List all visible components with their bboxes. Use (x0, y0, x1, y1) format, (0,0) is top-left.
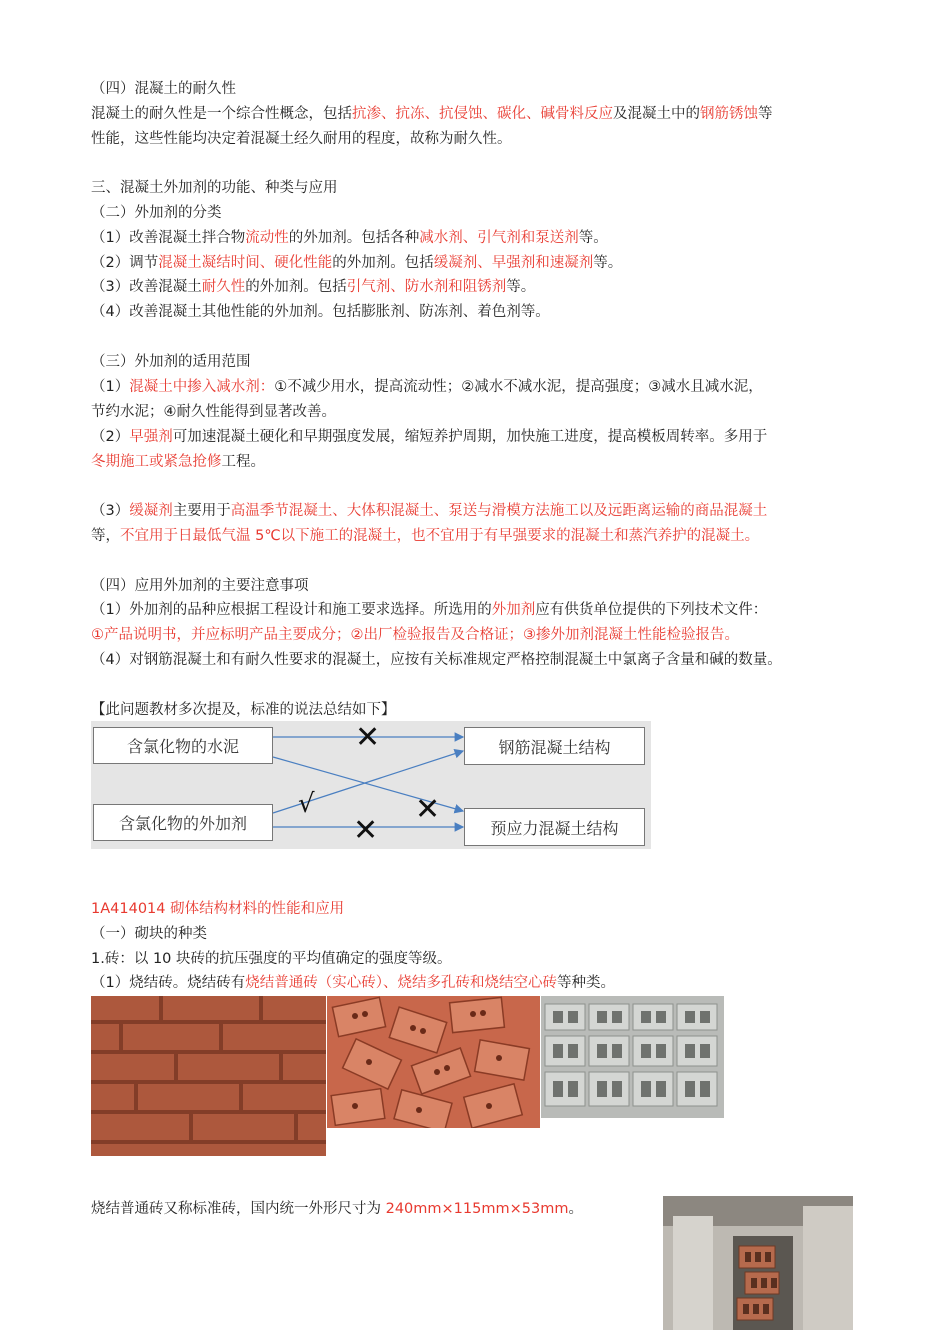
classification-item-4: （4）改善混凝土其他性能的外加剂。包括膨胀剂、防冻剂、着色剂等。 (91, 304, 550, 320)
subheading-block-types: （一）砌块的种类 (91, 926, 207, 942)
scope-item-2-cont: 冬期施工或紧急抢修工程。 (91, 454, 265, 470)
box-chloride-admixture: 含氯化物的外加剂 (93, 804, 273, 841)
cross-mark-admix-pc: ✕ (353, 813, 379, 848)
scope-item-3-cont: 等，不宜用于日最低气温 5℃以下施工的混凝土，也不宜用于有早强要求的混凝土和蒸汽养护的混凝土。 (91, 528, 760, 544)
brick-strength-text: 1.砖：以 10 块砖的抗压强度的平均值确定的强度等级。 (91, 951, 452, 967)
notes-item-1-docs: ①产品说明书，并应标明产品主要成分；②出厂检验报告及合格证；③掺外加剂混凝土性能检验报告。 (91, 627, 739, 643)
scope-item-1: （1）混凝土中掺入减水剂：①不减少用水，提高流动性；②减水不减水泥，提高强度；③减水且减水泥， (91, 379, 763, 395)
paragraph-durability-1: 混凝土的耐久性是一个综合性概念，包括抗渗、抗冻、抗侵蚀、碳化、碱骨料反应及混凝土中的钢筋锈蚀等 (91, 106, 773, 122)
chloride-diagram (91, 721, 651, 849)
notes-item-1: （1）外加剂的品种应根据工程设计和施工要求选择。所选用的外加剂应有供货单位提供的下列技术文件： (91, 602, 768, 618)
subheading-notes: （四）应用外加剂的主要注意事项 (91, 578, 309, 594)
box-reinforced-concrete: 钢筋混凝土结构 (464, 727, 645, 765)
fired-brick-text: （1）烧结砖。烧结砖有烧结普通砖（实心砖）、烧结多孔砖和烧结空心砖等种类。 (91, 975, 615, 991)
scope-item-3: （3）缓凝剂主要用于高温季节混凝土、大体积混凝土、泵送与滑模方法施工以及远距离运输的商品混凝土 (91, 503, 768, 519)
diagram-caption: 【此问题教材多次提及，标准的说法总结如下】 (91, 702, 396, 718)
box-prestressed-concrete: 预应力混凝土结构 (464, 808, 645, 846)
solid-brick-pattern (91, 996, 326, 1156)
heading-durability: （四）混凝土的耐久性 (91, 81, 236, 97)
paragraph-durability-2: 性能，这些性能均决定着混凝土经久耐用的程度，故称为耐久性。 (91, 131, 512, 147)
classification-item-3: （3）改善混凝土耐久性的外加剂。包括引气剂、防水剂和阻锈剂等。 (91, 279, 536, 295)
heading-admixture: 三、混凝土外加剂的功能、种类与应用 (91, 180, 338, 196)
cross-mark-cement-rc: ✕ (355, 720, 381, 755)
classification-item-1: （1）改善混凝土拌合物流动性的外加剂。包括各种减水剂、引气剂和泵送剂等。 (91, 230, 608, 246)
subheading-classification: （二）外加剂的分类 (91, 205, 222, 221)
notes-item-4: （4）对钢筋混凝土和有耐久性要求的混凝土，应按有关标准规定严格控制混凝土中氯离子含量和碱的数量。 (91, 652, 782, 668)
cross-mark-cement-pc: ✕ (415, 792, 441, 827)
site-wall-photo (663, 1196, 853, 1330)
scope-item-1-cont: 节约水泥；④耐久性能得到显著改善。 (91, 404, 336, 420)
solid-brick-photo (91, 996, 326, 1156)
section-code-masonry: 1A414014 砌体结构材料的性能和应用 (91, 901, 345, 917)
standard-brick-size-text: 烧结普通砖又称标准砖，国内统一外形尺寸为 240mm×115mm×53mm。 (91, 1201, 583, 1217)
hollow-brick-photo (541, 996, 724, 1118)
hollow-block-pattern (541, 996, 724, 1118)
scope-item-2: （2）早强剂可加速混凝土硬化和早期强度发展，缩短养护周期，加快施工进度，提高模板周转率。多用于 (91, 429, 768, 445)
site-wall-pattern (663, 1196, 853, 1330)
perforated-brick-pattern (327, 996, 540, 1128)
classification-item-2: （2）调节混凝土凝结时间、硬化性能的外加剂。包括缓凝剂、早强剂和速凝剂等。 (91, 255, 623, 271)
check-mark-admix-rc: √ (298, 789, 315, 819)
subheading-scope: （三）外加剂的适用范围 (91, 354, 251, 370)
box-chloride-cement: 含氯化物的水泥 (93, 727, 273, 764)
perforated-brick-photo (327, 996, 540, 1128)
